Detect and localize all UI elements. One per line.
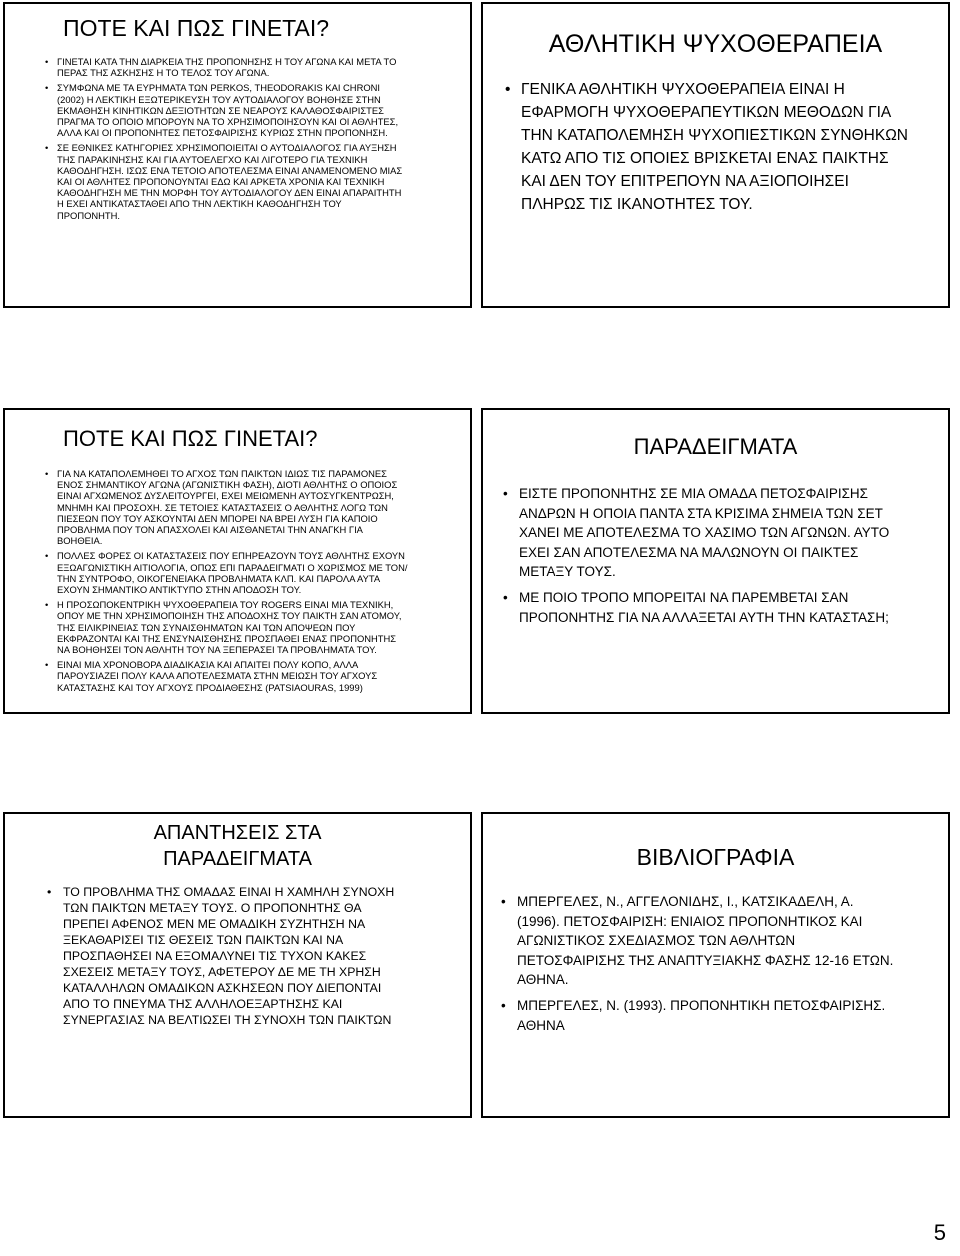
slide-4: [481, 408, 950, 714]
bullet-list: [57, 468, 409, 697]
slide-title: ΒΙΒΛΙΟΓΡΑΦΙΑ: [636, 844, 795, 870]
bullet-item: • ΕΙΝΑΙ ΜΙΑ ΧΡΟΝΟΒΟΡΑ ΔΙΑΔΙΚΑΣΙΑ ΚΑΙ ΑΠΑΙΤΕΙ ΠΟΛΥ ΚΟΠΟ, ΑΛΛΑ ΠΑΡΟΥΣΙΑΖΕΙ ΠΟΛΥ ΚΑΛΑ ΑΠΟΤΕΛΕΣΜΑΤΑ ΣΤΗΝ ΜΕΙΩΣΗ ΤΟΥ ΑΓΧΟΥΣ ΚΑΤΑΣΤΑΣΗΣ ΚΑΙ ΤΟΥ ΑΓΧΟΥΣ ΠΡΟΔΙΑΘΕΣΗΣ (PATSIAOURAS, 1999): [57, 659, 409, 693]
bullet-item: • ΜΠΕΡΓΕΛΕΣ, Ν. (1993). ΠΡΟΠΟΝΗΤΙΚΗ ΠΕΤΟΣΦΑΙΡΙΣΗΣ. ΑΘΗΝΑ: [517, 996, 897, 1035]
slide-2: [481, 2, 950, 308]
page-number: 5: [933, 1220, 946, 1245]
bullet-item: • ΜΠΕΡΓΕΛΕΣ, Ν., ΑΓΓΕΛΟΝΙΔΗΣ, Ι., ΚΑΤΣΙΚΑΔΕΛΗ, Α. (1996). ΠΕΤΟΣΦΑΙΡΙΣΗ: ΕΝΙΑΙΟΣ ΠΡΟΠΟΝΗΤΙΚΟΣ ΚΑΙ ΑΓΩΝΙΣΤΙΚΟΣ ΣΧΕΔΙΑΣΜΟΣ ΤΩΝ ΑΘΛΗΤΩΝ ΠΕΤΟΣΦΑΙΡΙΣΗΣ ΤΗΣ ΑΝΑΠΤΥΞΙΑΚΗΣ ΦΑΣΗΣ 12-16 ΕΤΩΝ. ΑΘΗΝΑ.: [517, 892, 897, 990]
bullet-item: • ΤΟ ΠΡΟΒΛΗΜΑ ΤΗΣ ΟΜΑΔΑΣ ΕΙΝΑΙ Η ΧΑΜΗΛΗ ΣΥΝΟΧΗ ΤΩΝ ΠΑΙΚΤΩΝ ΜΕΤΑΞΥ ΤΟΥΣ. Ο ΠΡΟΠΟΝΗΤΗΣ ΘΑ ΠΡΕΠΕΙ ΑΦΕΝΟΣ ΜΕΝ ΜΕ ΟΜΑΔΙΚΗ ΣΥΖΗΤΗΣΗ ΝΑ ΞΕΚΑΘΑΡΙΣΕΙ ΤΙΣ ΘΕΣΕΙΣ ΤΩΝ ΠΑΙΚΤΩΝ ΚΑΙ ΝΑ ΠΡΟΣΠΑΘΗΣΕΙ ΝΑ ΕΞΟΜΑΛΥΝΕΙ ΤΙΣ ΤΥΧΟΝ ΚΑΚΕΣ ΣΧΕΣΕΙΣ ΜΕΤΑΞΥ ΤΟΥΣ, ΑΦΕΤΕΡΟΥ ΔΕ ΜΕ ΤΗ ΧΡΗΣΗ ΚΑΤΑΛΛΗΛΩΝ ΟΜΑΔΙΚΩΝ ΑΣΚΗΣΕΩΝ ΠΟΥ ΔΙΕΠΟΝΤΑΙ ΑΠΟ ΤΟ ΠΝΕΥΜΑ ΤΗΣ ΑΛΛΗΛΟΕΞΑΡΤΗΣΗΣ ΚΑΙ ΣΥΝΕΡΓΑΣΙΑΣ ΝΑ ΒΕΛΤΙΩΣΕΙ ΤΗ ΣΥΝΟΧΗ ΤΩΝ ΠΑΙΚΤΩΝ: [63, 884, 403, 1028]
bullet-item: • ΓΙΝΕΤΑΙ ΚΑΤΑ ΤΗΝ ΔΙΑΡΚΕΙΑ ΤΗΣ ΠΡΟΠΟΝΗΣΗΣ Η ΤΟΥ ΑΓΩΝΑ ΚΑΙ ΜΕΤΑ ΤΟ ΠΕΡΑΣ ΤΗΣ ΑΣΚΗΣΗΣ Η ΤΟ ΤΕΛΟΣ ΤΟΥ ΑΓΩΝΑ.: [57, 56, 407, 78]
slide-6: [481, 812, 950, 1118]
bullet-item: • ΣΕ ΕΘΝΙΚΕΣ ΚΑΤΗΓΟΡΙΕΣ ΧΡΗΣΙΜΟΠΟΙΕΙΤΑΙ Ο ΑΥΤΟΔΙΑΛΟΓΟΣ ΓΙΑ ΑΥΞΗΣΗ ΤΗΣ ΠΑΡΑΚΙΝΗΣΗΣ ΚΑΙ ΓΙΑ ΑΥΤΟΕΛΕΓΧΟ ΚΑΙ ΛΙΓΟΤΕΡΟ ΓΙΑ ΤΕΧΝΙΚΗ ΚΑΘΟΔΗΓΗΣΗ. ΙΣΩΣ ΕΝΑ ΤΕΤΟΙΟ ΑΠΟΤΕΛΕΣΜΑ ΕΙΝΑΙ ΑΝΑΜΕΝΟΜΕΝΟ ΜΙΑΣ ΚΑΙ ΟΙ ΑΘΛΗΤΕΣ ΠΡΟΠΟΝΟΥΝΤΑΙ ΕΔΩ ΚΑΙ ΑΡΚΕΤΑ ΧΡΟΝΙΑ ΚΑΙ ΤΕΧΝΙΚΗ ΚΑΘΟΔΗΓΗΣΗ ΜΕ ΤΗΝ ΜΟΡΦΗ ΤΟΥ ΑΥΤΟΔΙΑΛΟΓΟΥ ΔΕΝ ΕΙΝΑΙ ΑΠΑΡΑΙΤΗΤΗ Η ΕΧΕΙ ΑΝΤΙΚΑΤΑΣΤΑΘΕΙ ΑΠΟ ΤΗΝ ΛΕΚΤΙΚΗ ΚΑΘΟΔΗΓΗΣΗ ΤΟΥ ΠΡΟΠΟΝΗΤΗ.: [57, 142, 407, 220]
bullet-item: • ΠΟΛΛΕΣ ΦΟΡΕΣ ΟΙ ΚΑΤΑΣΤΑΣΕΙΣ ΠΟΥ ΕΠΗΡΕΑΖΟΥΝ ΤΟΥΣ ΑΘΛΗΤΗΣ ΕΧΟΥΝ ΕΞΩΑΓΩΝΙΣΤΙΚΗ ΑΙΤΙΟΛΟΓΙΑ, ΟΠΩΣ ΕΠΙ ΠΑΡΑΔΕΙΓΜΑΤΙ Ο ΧΩΡΙΣΜΟΣ ΜΕ ΤΟΝ/ ΤΗΝ ΣΥΝΤΡΟΦΟ, ΟΙΚΟΓΕΝΕΙΑΚΑ ΠΡΟΒΛΗΜΑΤΑ ΚΛΠ. ΚΑΙ ΠΑΡΟΛΑ ΑΥΤΑ ΕΧΟΥΝ ΣΗΜΑΝΤΙΚΟ ΑΝΤΙΚΤΥΠΟ ΣΤΗΝ ΑΠΟΔΟΣΗ ΤΟΥ.: [57, 550, 409, 595]
bullet-item: • ΜΕ ΠΟΙΟ ΤΡΟΠΟ ΜΠΟΡΕΙΤΑΙ ΝΑ ΠΑΡΕΜΒΕΤΑΙ ΣΑΝ ΠΡΟΠΟΝΗΤΗΣ ΓΙΑ ΝΑ ΑΛΛΑΞΕΤΑΙ ΑΥΤΗ ΤΗΝ ΚΑΤΑΣΤΑΣΗ;: [519, 588, 909, 627]
slide-title: [5, 820, 470, 872]
slide-title: ΑΘΛΗΤΙΚΗ ΨΥΧΟΘΕΡΑΠΕΙΑ: [548, 30, 883, 58]
slide-title-line-2: ΠΑΡΑΔΕΙΓΜΑΤΑ: [163, 848, 312, 870]
slide-5: [3, 812, 472, 1118]
bullet-item: • ΕΙΣΤΕ ΠΡΟΠΟΝΗΤΗΣ ΣΕ ΜΙΑ ΟΜΑΔΑ ΠΕΤΟΣΦΑΙΡΙΣΗΣ ΑΝΔΡΩΝ Η ΟΠΟΙΑ ΠΑΝΤΑ ΣΤΑ ΚΡΙΣΙΜΑ ΣΗΜΕΙΑ ΤΩΝ ΣΕΤ ΧΑΝΕΙ ΜΕ ΑΠΟΤΕΛΕΣΜΑ ΤΟ ΧΑΣΙΜΟ ΤΩΝ ΑΓΩΝΩΝ. ΑΥΤΟ ΕΧΕΙ ΣΑΝ ΑΠΟΤΕΛΕΣΜΑ ΝΑ ΜΑΛΩΝΟΥΝ ΟΙ ΠΑΙΚΤΕΣ ΜΕΤΑΞΥ ΤΟΥΣ.: [519, 484, 909, 582]
slide-title: ΠΟΤΕ ΚΑΙ ΠΩΣ ΓΙΝΕΤΑΙ?: [63, 426, 318, 451]
slide-title: ΠΟΤΕ ΚΑΙ ΠΩΣ ΓΙΝΕΤΑΙ?: [63, 15, 330, 41]
slide-3: [3, 408, 472, 714]
bullet-list: [517, 892, 897, 1041]
bullet-item: • Η ΠΡΟΣΩΠΟΚΕΝΤΡΙΚΗ ΨΥΧΟΘΕΡΑΠΕΙΑ ΤΟΥ ROGERS ΕΙΝΑΙ ΜΙΑ ΤΕΧΝΙΚΗ, ΟΠΟΥ ΜΕ ΤΗΝ ΧΡΗΣΙΜΟΠΟΙΗΣΗ ΤΗΣ ΑΠΟΔΟΧΗΣ ΤΟΥ ΠΑΙΚΤΗ ΣΑΝ ΑΤΟΜΟΥ, ΤΗΣ ΕΙΛΙΚΡΙΝΕΙΑΣ ΤΩΝ ΣΥΝΑΙΣΘΗΜΑΤΩΝ ΚΑΙ ΤΩΝ ΑΠΟΨΕΩΝ ΠΟΥ ΕΚΦΡΑΖΟΝΤΑΙ ΚΑΙ ΤΗΣ ΕΝΣΥΝΑΙΣΘΗΣΗΣ ΠΡΟΣΠΑΘΕΙ ΕΝΑΣ ΠΡΟΠΟΝΗΤΗΣ ΝΑ ΒΟΗΘΗΣΕΙ ΤΟΝ ΑΘΛΗΤΗ ΤΟΥ ΝΑ ΞΕΠΕΡΑΣΕΙ ΤΑ ΠΡΟΒΛΗΜΑΤΑ ΤΟΥ.: [57, 599, 409, 655]
slide-title-line-1: ΑΠΑΝΤΗΣΕΙΣ ΣΤΑ: [153, 822, 322, 844]
bullet-list: [521, 78, 911, 216]
bullet-item: • ΣΥΜΦΩΝΑ ΜΕ ΤΑ ΕΥΡΗΜΑΤΑ ΤΩΝ PERKOS, THEODORAKIS ΚΑΙ CHRONI (2002) Η ΛΕΚΤΙΚΗ ΕΞΩΤΕΡΙΚΕΥΣΗ ΤΟΥ ΑΥΤΟΔΙΑΛΟΓΟΥ ΒΟΗΘΗΣΕ ΣΤΗΝ ΕΚΜΑΘΗΣΗ ΚΙΝΗΤΙΚΩΝ ΔΕΞΙΟΤΗΤΩΝ ΣΕ ΝΕΑΡΟΥΣ ΚΑΛΑΘΟΣΦΑΙΡΙΣΤΕΣ ΠΡΑΓΜΑ ΤΟ ΟΠΟΙΟ ΜΠΟΡΟΥΝ ΝΑ ΤΟ ΧΡΗΣΙΜΟΠΟΙΗΣΟΥΝ ΚΑΙ ΟΙ ΑΘΛΗΤΕΣ, ΑΛΛΑ ΚΑΙ ΟΙ ΠΡΟΠΟΝΗΤΕΣ ΠΕΤΟΣΦΑΙΡΙΣΗΣ ΚΥΡΙΩΣ ΣΤΗΝ ΠΡΟΠΟΝΗΣΗ.: [57, 82, 407, 138]
bullet-list: [63, 884, 403, 1028]
bullet-list: [519, 484, 909, 633]
slide-title: ΠΑΡΑΔΕΙΓΜΑΤΑ: [633, 434, 798, 459]
bullet-list: [57, 56, 407, 225]
bullet-item: • ΓΙΑ ΝΑ ΚΑΤΑΠΟΛΕΜΗΘΕΙ ΤΟ ΑΓΧΟΣ ΤΩΝ ΠΑΙΚΤΩΝ ΙΔΙΩΣ ΤΙΣ ΠΑΡΑΜΟΝΕΣ ΕΝΟΣ ΣΗΜΑΝΤΙΚΟΥ ΑΓΩΝΑ (ΑΓΩΝΙΣΤΙΚΗ ΦΑΣΗ), ΔΙΟΤΙ ΑΘΛΗΤΗΣ Ο ΟΠΟΙΟΣ ΕΙΝΑΙ ΑΓΧΩΜΕΝΟΣ ΔΥΣΛΕΙΤΟΥΡΓΕΙ, ΕΧΕΙ ΜΕΙΩΜΕΝΗ ΑΥΤΟΣΥΓΚΕΝΤΡΩΣΗ, ΜΝΗΜΗ ΚΑΙ ΠΡΟΣΟΧΗ. ΣΕ ΤΕΤΟΙΕΣ ΚΑΤΑΣΤΑΣΕΙΣ Ο ΑΘΛΗΤΗΣ ΛΟΓΩ ΤΩΝ ΠΙΕΣΕΩΝ ΠΟΥ ΤΟΥ ΑΣΚΟΥΝΤΑΙ ΔΕΝ ΜΠΟΡΕΙ ΝΑ ΒΡΕΙ ΛΥΣΗ ΓΙΑ ΚΑΠΟΙΟ ΠΡΟΒΛΗΜΑ ΠΟΥ ΤΟΝ ΑΠΑΣΧΟΛΕΙ ΚΑΙ ΑΙΣΘΑΝΕΤΑΙ ΤΗΝ ΑΝΑΓΚΗ ΓΙΑ ΒΟΗΘΕΙΑ.: [57, 468, 409, 546]
slide-1: [3, 2, 472, 308]
bullet-item: • ΓΕΝΙΚΑ ΑΘΛΗΤΙΚΗ ΨΥΧΟΘΕΡΑΠΕΙΑ ΕΙΝΑΙ Η ΕΦΑΡΜΟΓΗ ΨΥΧΟΘΕΡΑΠΕΥΤΙΚΩΝ ΜΕΘΟΔΩΝ ΓΙΑ ΤΗΝ ΚΑΤΑΠΟΛΕΜΗΣΗ ΨΥΧΟΠΙΕΣΤΙΚΩΝ ΣΥΝΘΗΚΩΝ ΚΑΤΩ ΑΠΟ ΤΙΣ ΟΠΟΙΕΣ ΒΡΙΣΚΕΤΑΙ ΕΝΑΣ ΠΑΙΚΤΗΣ ΚΑΙ ΔΕΝ ΤΟΥ ΕΠΙΤΡΕΠΟΥΝ ΝΑ ΑΞΙΟΠΟΙΗΣΕΙ ΠΛΗΡΩΣ ΤΙΣ ΙΚΑΝΟΤΗΤΕΣ ΤΟΥ.: [521, 78, 911, 216]
